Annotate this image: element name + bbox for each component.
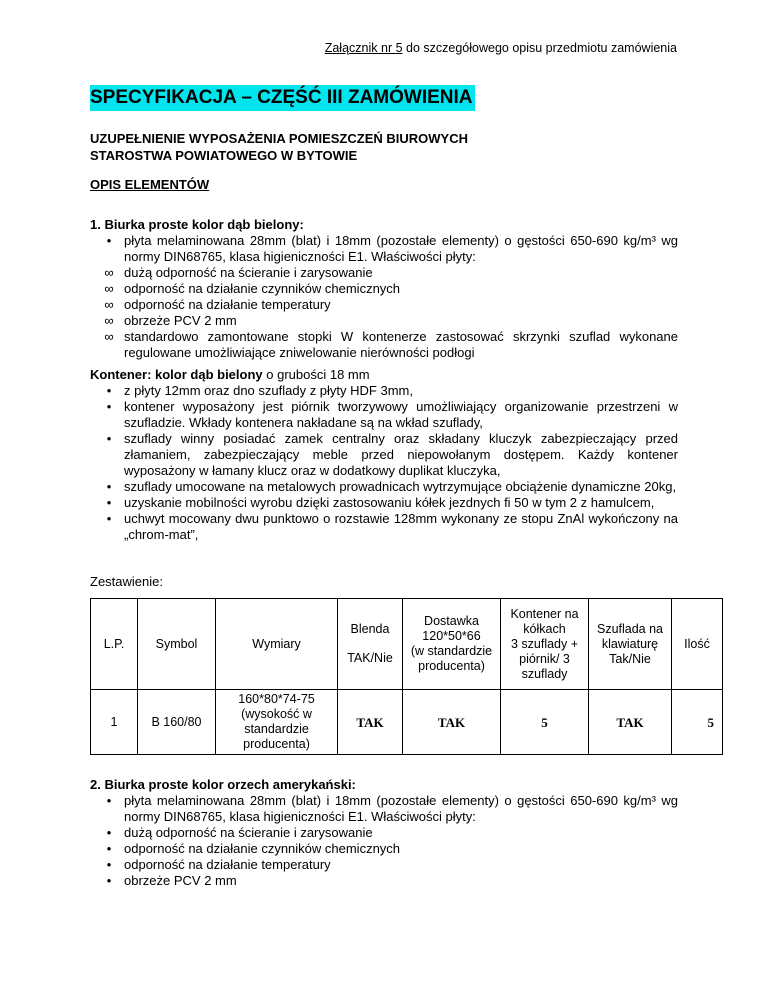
container-list	[90, 383, 678, 543]
infinity-bullet-icon: ∞	[104, 281, 114, 296]
header-symbol: Symbol	[138, 599, 216, 690]
table-header-row	[91, 599, 723, 690]
list-item	[90, 479, 678, 495]
list-item-text: dużą odporność na ścieranie i zarysowanie	[124, 825, 373, 840]
list-item	[90, 329, 678, 361]
item-2-block	[90, 777, 678, 889]
list-item-text: uchwyt mocowany dwu punktowo o rozstawie 128mm wykonany ze stopu ZnAl wykończony na „chrom-mat”,	[124, 511, 678, 542]
bullet-icon: •	[106, 873, 112, 888]
cell-wymiary-line: standardzie	[244, 722, 309, 736]
cell-wymiary-line: 160*80*74-75	[238, 692, 315, 706]
bullet-icon: •	[106, 825, 112, 840]
header-szuflada-line: klawiaturę	[601, 636, 659, 651]
list-item	[90, 431, 678, 479]
subtitle-line-2: STAROSTWA POWIATOWEGO W BYTOWIE	[90, 148, 358, 163]
cell-lp: 1	[91, 690, 138, 755]
header-blenda	[338, 599, 403, 690]
attachment-note-text: do szczegółowego opisu przedmiotu zamówienia	[402, 41, 677, 55]
infinity-bullet-icon: ∞	[104, 297, 114, 312]
container-color: kolor dąb bielony	[155, 367, 263, 382]
cell-dostawka: TAK	[403, 690, 501, 755]
list-item	[90, 233, 678, 265]
cell-symbol: B 160/80	[138, 690, 216, 755]
subtitle-line-1: UZUPEŁNIENIE WYPOSAŻENIA POMIESZCZEŃ BIUROWYCH	[90, 131, 468, 146]
bullet-icon: •	[106, 495, 112, 510]
header-dostawka-line: producenta)	[418, 659, 485, 673]
list-item	[90, 265, 678, 281]
item-1-heading: 1. Biurka proste kolor dąb bielony:	[90, 217, 304, 232]
list-item	[90, 857, 678, 873]
list-item-text: standardowo zamontowane stopki W kontenerze zastosować skrzynki szuflad wykonane regulowane umożliwiające zniwelowanie nierówności podłogi	[124, 329, 678, 360]
list-item	[90, 511, 678, 543]
header-kontener-line: kółkach	[523, 621, 566, 636]
container-thickness: o grubości 18 mm	[262, 367, 370, 382]
list-item-text: z płyty 12mm oraz dno szuflady z płyty HDF 3mm,	[124, 383, 413, 398]
header-blenda-line: Blenda	[350, 622, 390, 636]
header-szuflada-line: Szuflada na	[596, 621, 664, 636]
list-item-text: obrzeże PCV 2 mm	[124, 873, 237, 888]
list-item-text: odporność na działanie temperatury	[124, 857, 331, 872]
list-item	[90, 873, 678, 889]
cell-wymiary-line: (wysokość w	[241, 707, 312, 721]
header-kontener-line: szuflady	[521, 666, 568, 681]
cell-kontener: 5	[501, 690, 589, 755]
cell-blenda: TAK	[338, 690, 403, 755]
list-item-text: odporność na działanie czynników chemicznych	[124, 841, 401, 856]
list-item-text: płyta melaminowana 28mm (blat) i 18mm (pozostałe elementy) o gęstości 650-690 kg/m³ wg normy DIN68765, klasa higieniczności E1. Właściwości płyty:	[124, 233, 678, 264]
summary-label: Zestawienie:	[90, 574, 163, 589]
header-ilosc: Ilość	[672, 599, 723, 690]
bullet-icon: •	[106, 857, 112, 872]
list-item-text: obrzeże PCV 2 mm	[124, 313, 237, 328]
header-dostawka-line: 120*50*66	[422, 629, 481, 643]
cell-szuflada: TAK	[589, 690, 672, 755]
header-kontener	[501, 599, 589, 690]
item-1-list	[90, 233, 678, 361]
container-colon: :	[147, 367, 156, 382]
list-item-text: płyta melaminowana 28mm (blat) i 18mm (pozostałe elementy) o gęstości 650-690 kg/m³ wg normy DIN68765, klasa higieniczności E1. Właściwości płyty:	[124, 793, 678, 824]
header-kontener-line: Kontener na	[510, 606, 579, 621]
header-lp: L.P.	[91, 599, 138, 690]
cell-wymiary-line: producenta)	[243, 737, 310, 751]
cell-ilosc: 5	[672, 690, 723, 755]
container-block	[90, 367, 678, 543]
list-item	[90, 841, 678, 857]
infinity-bullet-icon: ∞	[104, 313, 114, 328]
section-heading: OPIS ELEMENTÓW	[90, 177, 210, 192]
list-item-text: kontener wyposażony jest piórnik tworzywowy umożliwiający organizowanie przestrzeni w szufladzie. Wkłady kontenera nakładane są na wkład szuflady,	[124, 399, 678, 430]
header-szuflada-line: Tak/Nie	[609, 651, 651, 666]
bullet-icon: •	[106, 793, 112, 808]
header-dostawka-line: Dostawka	[424, 614, 479, 628]
list-item	[90, 281, 678, 297]
list-item	[90, 313, 678, 329]
header-dostawka-line: (w standardzie	[410, 644, 493, 658]
item-1-block	[90, 217, 678, 361]
list-item	[90, 383, 678, 399]
list-item-text: dużą odporność na ścieranie i zarysowanie	[124, 265, 373, 280]
header-wymiary: Wymiary	[216, 599, 338, 690]
spec-table	[90, 598, 723, 755]
list-item	[90, 495, 678, 511]
item-2-list	[90, 793, 678, 889]
list-item	[90, 793, 678, 825]
cell-wymiary	[216, 690, 338, 755]
container-heading	[90, 367, 678, 383]
bullet-icon: •	[106, 479, 112, 494]
subtitle	[90, 130, 468, 164]
item-2-heading: 2. Biurka proste kolor orzech amerykański:	[90, 777, 356, 792]
table-row	[91, 690, 723, 755]
bullet-icon: •	[106, 399, 112, 414]
infinity-bullet-icon: ∞	[104, 329, 114, 344]
bullet-icon: •	[106, 511, 112, 526]
list-item-text: odporność na działanie temperatury	[124, 297, 331, 312]
attachment-link[interactable]: Załącznik nr 5	[324, 41, 403, 55]
infinity-bullet-icon: ∞	[104, 265, 114, 280]
header-blenda-line: TAK/Nie	[347, 651, 393, 665]
header-kontener-line: 3 szuflady +	[510, 636, 579, 651]
list-item-text: szuflady umocowane na metalowych prowadnicach wytrzymujące obciążenie dynamiczne 20kg,	[124, 479, 677, 494]
container-label: Kontener	[90, 367, 148, 382]
list-item-text: szuflady winny posiadać zamek centralny oraz składany kluczyk zabezpieczający przed złamaniem, zabezpieczający meble przed niepowołanym dostępem. Każdy kontener wyposażony w łamany klucz oraz w dodatkowy duplikat kluczyka,	[124, 431, 678, 478]
list-item-text: odporność na działanie czynników chemicznych	[124, 281, 401, 296]
bullet-icon: •	[106, 233, 112, 248]
list-item	[90, 825, 678, 841]
bullet-icon: •	[106, 431, 112, 446]
attachment-note	[0, 40, 677, 56]
header-dostawka	[403, 599, 501, 690]
page-title: SPECYFIKACJA – CZĘŚĆ III ZAMÓWIENIA	[90, 85, 475, 111]
header-szuflada	[589, 599, 672, 690]
list-item	[90, 297, 678, 313]
list-item-text: uzyskanie mobilności wyrobu dzięki zastosowaniu kółek jezdnych fi 50 w tym 2 z hamulcem,	[124, 495, 655, 510]
bullet-icon: •	[106, 841, 112, 856]
bullet-icon: •	[106, 383, 112, 398]
list-item	[90, 399, 678, 431]
header-kontener-line: piórnik/ 3	[519, 651, 570, 666]
